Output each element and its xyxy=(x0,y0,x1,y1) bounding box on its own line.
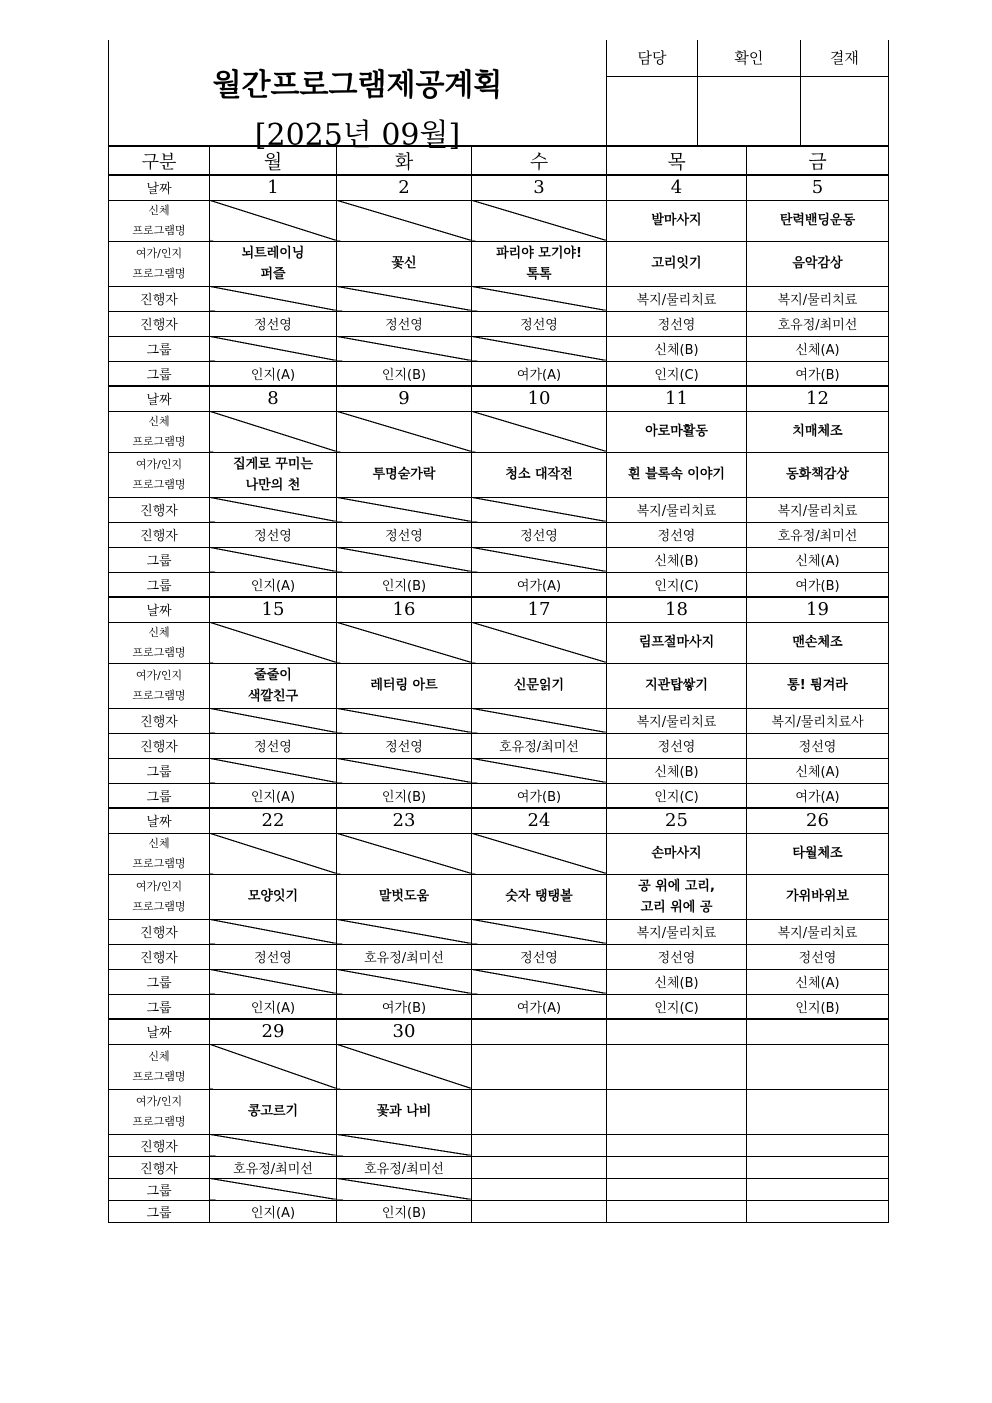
week-4-group1-row xyxy=(109,969,889,994)
week-1-staff1-row xyxy=(109,286,889,311)
staff-cell xyxy=(472,1156,607,1178)
staff-cell: 정선영 xyxy=(337,733,472,758)
week-3-physical-row xyxy=(109,622,889,663)
group-cell xyxy=(747,1178,889,1200)
staff-cell: 정선영 xyxy=(607,944,747,969)
label-group: 그룹 xyxy=(109,783,210,808)
date-cell: 26 xyxy=(747,808,889,833)
staff-cell: 복지/물리치료 xyxy=(747,286,889,311)
leisure-program: 꽃과 나비 xyxy=(337,1089,472,1134)
group-cell: 인지(B) xyxy=(337,361,472,386)
week-1-dates-row xyxy=(109,175,889,200)
week-1-group1-row xyxy=(109,336,889,361)
staff-cell: 호유정/최미선 xyxy=(210,1156,337,1178)
empty-slash-cell xyxy=(210,1134,337,1156)
empty-slash-cell xyxy=(210,833,337,874)
group-cell: 신체(B) xyxy=(607,969,747,994)
staff-cell: 호유정/최미선 xyxy=(337,1156,472,1178)
week-3-leisure-row xyxy=(109,663,889,708)
empty-slash-cell xyxy=(210,497,337,522)
leisure-program: 통! 튕겨라 xyxy=(747,663,889,708)
empty-slash-cell xyxy=(472,833,607,874)
empty-slash-cell xyxy=(472,758,607,783)
week-2-staff1-row xyxy=(109,497,889,522)
staff-cell: 정선영 xyxy=(747,733,889,758)
group-cell: 인지(C) xyxy=(607,994,747,1019)
physical-program xyxy=(472,1044,607,1089)
staff-cell: 정선영 xyxy=(472,311,607,336)
approval-sign-confirm[interactable] xyxy=(697,76,800,145)
leisure-program: 고리잇기 xyxy=(607,241,747,286)
empty-slash-cell xyxy=(472,622,607,663)
date-cell: 1 xyxy=(210,175,337,200)
label-staff: 진행자 xyxy=(109,497,210,522)
date-cell: 23 xyxy=(337,808,472,833)
date-cell: 12 xyxy=(747,386,889,411)
group-cell: 인지(C) xyxy=(607,572,747,597)
date-cell: 11 xyxy=(607,386,747,411)
label-physical: 신체 프로그램명 xyxy=(109,411,210,452)
empty-slash-cell xyxy=(472,336,607,361)
label-physical: 신체 프로그램명 xyxy=(109,622,210,663)
label-group: 그룹 xyxy=(109,969,210,994)
leisure-program: 음악감상 xyxy=(747,241,889,286)
leisure-program: 레터링 아트 xyxy=(337,663,472,708)
monthly-plan-table xyxy=(108,40,889,1223)
group-cell: 신체(A) xyxy=(747,336,889,361)
date-cell: 25 xyxy=(607,808,747,833)
group-cell: 여가(B) xyxy=(472,783,607,808)
date-cell: 22 xyxy=(210,808,337,833)
date-cell: 16 xyxy=(337,597,472,622)
leisure-program: 투명숟가락 xyxy=(337,452,472,497)
date-cell: 29 xyxy=(210,1019,337,1044)
empty-slash-cell xyxy=(210,758,337,783)
week-2-group1-row xyxy=(109,547,889,572)
label-staff: 진행자 xyxy=(109,1134,210,1156)
staff-cell: 정선영 xyxy=(607,311,747,336)
label-date: 날짜 xyxy=(109,386,210,411)
week-4-staff2-row xyxy=(109,944,889,969)
staff-cell xyxy=(747,1134,889,1156)
date-cell: 19 xyxy=(747,597,889,622)
date-cell: 8 xyxy=(210,386,337,411)
staff-cell: 정선영 xyxy=(210,944,337,969)
group-cell: 인지(B) xyxy=(337,572,472,597)
label-date: 날짜 xyxy=(109,1019,210,1044)
empty-slash-cell xyxy=(337,411,472,452)
empty-slash-cell xyxy=(337,758,472,783)
staff-cell xyxy=(747,1156,889,1178)
week-2-physical-row xyxy=(109,411,889,452)
group-cell: 신체(A) xyxy=(747,547,889,572)
date-cell: 15 xyxy=(210,597,337,622)
group-cell: 여가(B) xyxy=(337,994,472,1019)
physical-program xyxy=(607,1044,747,1089)
empty-slash-cell xyxy=(337,1044,472,1089)
physical-program: 발마사지 xyxy=(607,200,747,241)
physical-program: 아로마활동 xyxy=(607,411,747,452)
empty-slash-cell xyxy=(337,1134,472,1156)
group-cell: 인지(C) xyxy=(607,783,747,808)
group-cell xyxy=(472,1200,607,1222)
staff-cell xyxy=(472,1134,607,1156)
leisure-program: 신문읽기 xyxy=(472,663,607,708)
week-5-physical-row xyxy=(109,1044,889,1089)
group-cell: 여가(A) xyxy=(472,994,607,1019)
group-cell: 인지(A) xyxy=(210,1200,337,1222)
week-4-physical-row xyxy=(109,833,889,874)
staff-cell: 정선영 xyxy=(747,944,889,969)
approval-table xyxy=(607,40,888,145)
physical-program: 탄력밴딩운동 xyxy=(747,200,889,241)
group-cell xyxy=(607,1200,747,1222)
header-day: 수 xyxy=(472,146,607,175)
staff-cell: 복지/물리치료 xyxy=(747,919,889,944)
label-staff: 진행자 xyxy=(109,286,210,311)
label-group: 그룹 xyxy=(109,758,210,783)
group-cell: 신체(A) xyxy=(747,758,889,783)
week-1-leisure-row xyxy=(109,241,889,286)
empty-slash-cell xyxy=(472,497,607,522)
date-cell: 2 xyxy=(337,175,472,200)
approval-label-approve: 결재 xyxy=(800,40,888,76)
label-group: 그룹 xyxy=(109,547,210,572)
label-leisure: 여가/인지 프로그램명 xyxy=(109,663,210,708)
leisure-program xyxy=(607,1089,747,1134)
approval-block xyxy=(607,40,889,146)
physical-program: 맨손체조 xyxy=(747,622,889,663)
header-day: 화 xyxy=(337,146,472,175)
approval-label-charge: 담당 xyxy=(607,40,697,76)
staff-cell: 정선영 xyxy=(337,522,472,547)
staff-cell: 정선영 xyxy=(472,522,607,547)
group-cell: 인지(B) xyxy=(337,1200,472,1222)
group-cell xyxy=(472,1178,607,1200)
date-cell: 9 xyxy=(337,386,472,411)
leisure-program: 지관탑쌓기 xyxy=(607,663,747,708)
empty-slash-cell xyxy=(337,1178,472,1200)
week-3-group2-row xyxy=(109,783,889,808)
staff-cell: 호유정/최미선 xyxy=(747,311,889,336)
leisure-program: 흰 블록속 이야기 xyxy=(607,452,747,497)
leisure-program: 파리야 모기야! 톡톡 xyxy=(472,241,607,286)
empty-slash-cell xyxy=(210,1044,337,1089)
page-subtitle: [2025년 09월] xyxy=(254,118,461,153)
week-2-staff2-row xyxy=(109,522,889,547)
label-staff: 진행자 xyxy=(109,708,210,733)
date-cell: 5 xyxy=(747,175,889,200)
group-cell: 신체(B) xyxy=(607,758,747,783)
week-1-physical-row xyxy=(109,200,889,241)
leisure-program: 동화책감상 xyxy=(747,452,889,497)
header-day: 월 xyxy=(210,146,337,175)
label-leisure: 여가/인지 프로그램명 xyxy=(109,874,210,919)
label-date: 날짜 xyxy=(109,175,210,200)
empty-slash-cell xyxy=(472,200,607,241)
staff-cell: 복지/물리치료사 xyxy=(747,708,889,733)
week-5-group1-row xyxy=(109,1178,889,1200)
staff-cell: 정선영 xyxy=(472,944,607,969)
week-3-dates-row xyxy=(109,597,889,622)
empty-slash-cell xyxy=(337,200,472,241)
leisure-program xyxy=(472,1089,607,1134)
label-group: 그룹 xyxy=(109,1200,210,1222)
leisure-program: 집게로 꾸미는 나만의 천 xyxy=(210,452,337,497)
date-cell: 18 xyxy=(607,597,747,622)
date-cell: 24 xyxy=(472,808,607,833)
header-gubun: 구분 xyxy=(109,146,210,175)
staff-cell: 정선영 xyxy=(337,311,472,336)
week-5-staff2-row xyxy=(109,1156,889,1178)
empty-slash-cell xyxy=(472,919,607,944)
date-cell: 3 xyxy=(472,175,607,200)
date-cell xyxy=(607,1019,747,1044)
label-staff: 진행자 xyxy=(109,733,210,758)
group-cell xyxy=(607,1178,747,1200)
empty-slash-cell xyxy=(337,286,472,311)
staff-cell: 복지/물리치료 xyxy=(607,286,747,311)
approval-label-confirm: 확인 xyxy=(697,40,800,76)
group-cell: 여가(A) xyxy=(472,361,607,386)
label-group: 그룹 xyxy=(109,994,210,1019)
group-cell: 인지(A) xyxy=(210,572,337,597)
empty-slash-cell xyxy=(210,336,337,361)
label-staff: 진행자 xyxy=(109,944,210,969)
week-3-staff2-row xyxy=(109,733,889,758)
week-5-staff1-row xyxy=(109,1134,889,1156)
staff-cell: 복지/물리치료 xyxy=(607,497,747,522)
empty-slash-cell xyxy=(472,969,607,994)
empty-slash-cell xyxy=(472,547,607,572)
leisure-program: 모양잇기 xyxy=(210,874,337,919)
leisure-program: 콩고르기 xyxy=(210,1089,337,1134)
week-1-group2-row xyxy=(109,361,889,386)
staff-cell: 정선영 xyxy=(210,733,337,758)
week-4-dates-row xyxy=(109,808,889,833)
staff-cell xyxy=(607,1156,747,1178)
empty-slash-cell xyxy=(210,919,337,944)
week-5-dates-row xyxy=(109,1019,889,1044)
week-4-leisure-row xyxy=(109,874,889,919)
physical-program: 타월체조 xyxy=(747,833,889,874)
label-date: 날짜 xyxy=(109,808,210,833)
week-4-staff1-row xyxy=(109,919,889,944)
week-2-dates-row xyxy=(109,386,889,411)
week-3-staff1-row xyxy=(109,708,889,733)
label-leisure: 여가/인지 프로그램명 xyxy=(109,241,210,286)
staff-cell: 정선영 xyxy=(607,522,747,547)
leisure-program: 가위바위보 xyxy=(747,874,889,919)
approval-sign-approve[interactable] xyxy=(800,76,888,145)
leisure-program: 공 위에 고리, 고리 위에 공 xyxy=(607,874,747,919)
empty-slash-cell xyxy=(337,919,472,944)
leisure-program: 뇌트레이닝 퍼즐 xyxy=(210,241,337,286)
week-4-group2-row xyxy=(109,994,889,1019)
physical-program: 손마사지 xyxy=(607,833,747,874)
empty-slash-cell xyxy=(210,708,337,733)
date-cell: 30 xyxy=(337,1019,472,1044)
leisure-program: 꽃신 xyxy=(337,241,472,286)
group-cell: 신체(B) xyxy=(607,547,747,572)
group-cell: 인지(B) xyxy=(747,994,889,1019)
date-cell: 4 xyxy=(607,175,747,200)
header-day: 목 xyxy=(607,146,747,175)
group-cell: 신체(A) xyxy=(747,969,889,994)
title-block xyxy=(109,40,607,153)
week-1-staff2-row xyxy=(109,311,889,336)
label-physical: 신체 프로그램명 xyxy=(109,833,210,874)
physical-program: 림프절마사지 xyxy=(607,622,747,663)
date-cell xyxy=(472,1019,607,1044)
empty-slash-cell xyxy=(210,547,337,572)
approval-sign-charge[interactable] xyxy=(607,76,697,145)
empty-slash-cell xyxy=(210,200,337,241)
staff-cell: 호유정/최미선 xyxy=(747,522,889,547)
staff-cell: 정선영 xyxy=(210,311,337,336)
empty-slash-cell xyxy=(472,708,607,733)
empty-slash-cell xyxy=(210,622,337,663)
staff-cell: 정선영 xyxy=(607,733,747,758)
label-group: 그룹 xyxy=(109,336,210,361)
empty-slash-cell xyxy=(210,286,337,311)
leisure-program: 줄줄이 색깔친구 xyxy=(210,663,337,708)
week-5-group2-row xyxy=(109,1200,889,1222)
physical-program: 치매체조 xyxy=(747,411,889,452)
label-staff: 진행자 xyxy=(109,311,210,336)
group-cell: 여가(A) xyxy=(472,572,607,597)
physical-program xyxy=(747,1044,889,1089)
label-physical: 신체 프로그램명 xyxy=(109,200,210,241)
label-staff: 진행자 xyxy=(109,919,210,944)
label-staff: 진행자 xyxy=(109,522,210,547)
empty-slash-cell xyxy=(210,969,337,994)
group-cell: 신체(B) xyxy=(607,336,747,361)
group-cell: 여가(B) xyxy=(747,361,889,386)
group-cell: 인지(B) xyxy=(337,783,472,808)
label-group: 그룹 xyxy=(109,361,210,386)
date-cell: 10 xyxy=(472,386,607,411)
group-cell: 여가(A) xyxy=(747,783,889,808)
leisure-program: 숫자 탱탱볼 xyxy=(472,874,607,919)
staff-cell: 복지/물리치료 xyxy=(607,708,747,733)
label-group: 그룹 xyxy=(109,1178,210,1200)
empty-slash-cell xyxy=(337,708,472,733)
staff-cell: 호유정/최미선 xyxy=(337,944,472,969)
week-2-group2-row xyxy=(109,572,889,597)
empty-slash-cell xyxy=(337,336,472,361)
staff-cell: 정선영 xyxy=(210,522,337,547)
header-day: 금 xyxy=(747,146,889,175)
empty-slash-cell xyxy=(337,969,472,994)
empty-slash-cell xyxy=(337,622,472,663)
empty-slash-cell xyxy=(472,411,607,452)
staff-cell xyxy=(607,1134,747,1156)
staff-cell: 복지/물리치료 xyxy=(607,919,747,944)
group-cell: 여가(B) xyxy=(747,572,889,597)
empty-slash-cell xyxy=(337,833,472,874)
empty-slash-cell xyxy=(337,497,472,522)
week-2-leisure-row xyxy=(109,452,889,497)
date-cell xyxy=(747,1019,889,1044)
label-staff: 진행자 xyxy=(109,1156,210,1178)
group-cell: 인지(A) xyxy=(210,361,337,386)
empty-slash-cell xyxy=(337,547,472,572)
empty-slash-cell xyxy=(210,1178,337,1200)
label-leisure: 여가/인지 프로그램명 xyxy=(109,1089,210,1134)
label-leisure: 여가/인지 프로그램명 xyxy=(109,452,210,497)
group-cell: 인지(C) xyxy=(607,361,747,386)
group-cell: 인지(A) xyxy=(210,783,337,808)
empty-slash-cell xyxy=(210,411,337,452)
group-cell xyxy=(747,1200,889,1222)
group-cell: 인지(A) xyxy=(210,994,337,1019)
date-cell: 17 xyxy=(472,597,607,622)
label-date: 날짜 xyxy=(109,597,210,622)
staff-cell: 호유정/최미선 xyxy=(472,733,607,758)
leisure-program xyxy=(747,1089,889,1134)
week-3-group1-row xyxy=(109,758,889,783)
label-group: 그룹 xyxy=(109,572,210,597)
label-physical: 신체 프로그램명 xyxy=(109,1044,210,1089)
page-title: 월간프로그램제공계획 xyxy=(212,68,503,103)
week-5-leisure-row xyxy=(109,1089,889,1134)
leisure-program: 말벗도움 xyxy=(337,874,472,919)
leisure-program: 청소 대작전 xyxy=(472,452,607,497)
empty-slash-cell xyxy=(472,286,607,311)
staff-cell: 복지/물리치료 xyxy=(747,497,889,522)
